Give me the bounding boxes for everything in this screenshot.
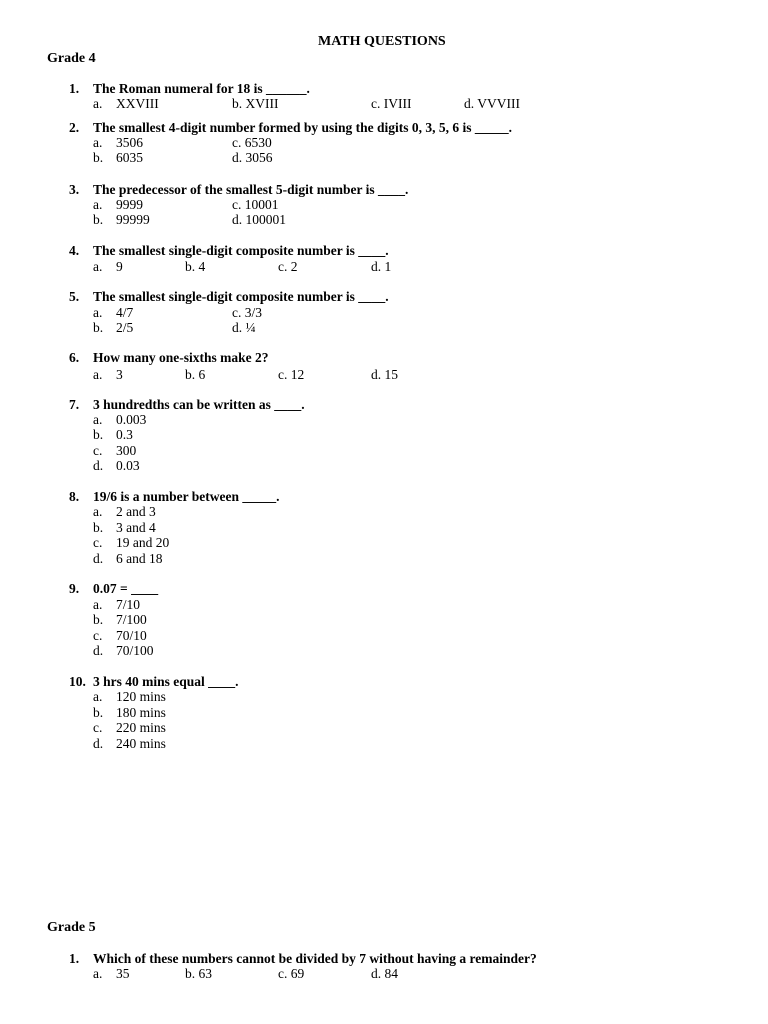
option-value: 180 mins (116, 705, 166, 720)
option-c: c. 10001 (232, 197, 279, 212)
question-text: The predecessor of the smallest 5-digit number is ____. (93, 182, 409, 197)
option-d: d. ¼ (232, 320, 256, 335)
option-letter: c. (93, 720, 103, 735)
option-letter: a. (93, 135, 103, 150)
option-letter: c. (93, 535, 103, 550)
option-letter: b. (93, 705, 104, 720)
option-letter: a. (93, 96, 103, 111)
question-number: 8. (69, 489, 80, 504)
question-number: 2. (69, 120, 80, 135)
option-letter: d. (93, 458, 104, 473)
option-letter: d. (93, 643, 104, 658)
question-text: How many one-sixths make 2? (93, 350, 269, 365)
option-letter: c. (93, 628, 103, 643)
question-number: 6. (69, 350, 80, 365)
option-b: b. 6 (185, 367, 206, 382)
option-letter: b. (93, 212, 104, 227)
option-value: 6 and 18 (116, 551, 163, 566)
option-value: 9 (116, 259, 123, 274)
question-text: Which of these numbers cannot be divided by 7 without having a remainder? (93, 951, 537, 966)
grade4-heading: Grade 4 (47, 51, 96, 66)
option-b: b. 4 (185, 259, 206, 274)
question-text: The smallest single-digit composite number is ____. (93, 289, 389, 304)
option-letter: a. (93, 197, 103, 212)
question-text: 19/6 is a number between _____. (93, 489, 280, 504)
option-letter: a. (93, 504, 103, 519)
option-letter: a. (93, 305, 103, 320)
question-text: The Roman numeral for 18 is ______. (93, 81, 310, 96)
option-value: 3 (116, 367, 123, 382)
option-value: 70/100 (116, 643, 154, 658)
question-number: 9. (69, 581, 80, 596)
option-value: XXVIII (116, 96, 159, 111)
option-letter: a. (93, 966, 103, 981)
option-letter: b. (93, 320, 104, 335)
option-value: 3 and 4 (116, 520, 156, 535)
option-b: b. XVIII (232, 96, 279, 111)
option-letter: d. (93, 736, 104, 751)
option-value: 35 (116, 966, 130, 981)
option-b: b. 63 (185, 966, 212, 981)
option-d: d. 15 (371, 367, 398, 382)
page-title: MATH QUESTIONS (318, 34, 446, 49)
option-value: 0.03 (116, 458, 140, 473)
option-d: d. 84 (371, 966, 398, 981)
option-letter: d. (93, 551, 104, 566)
option-value: 300 (116, 443, 137, 458)
option-c: c. 3/3 (232, 305, 262, 320)
option-value: 70/10 (116, 628, 147, 643)
option-letter: a. (93, 597, 103, 612)
question-number: 1. (69, 951, 80, 966)
question-text: 0.07 = ____ (93, 581, 159, 596)
option-letter: a. (93, 412, 103, 427)
option-c: c. 2 (278, 259, 298, 274)
question-text: 3 hundredths can be written as ____. (93, 397, 305, 412)
question-number: 4. (69, 243, 80, 258)
option-value: 4/7 (116, 305, 134, 320)
option-value: 2 and 3 (116, 504, 156, 519)
option-d: d. VVVIII (464, 96, 520, 111)
option-letter: b. (93, 427, 104, 442)
option-letter: a. (93, 367, 103, 382)
option-value: 7/10 (116, 597, 141, 612)
option-letter: a. (93, 259, 103, 274)
option-value: 2/5 (116, 320, 134, 335)
option-c: c. 12 (278, 367, 305, 382)
option-value: 0.3 (116, 427, 133, 442)
option-letter: b. (93, 520, 104, 535)
option-c: c. IVIII (371, 96, 412, 111)
option-d: d. 1 (371, 259, 392, 274)
question-number: 1. (69, 81, 80, 96)
option-d: d. 3056 (232, 150, 273, 165)
question-number: 5. (69, 289, 80, 304)
option-letter: c. (93, 443, 103, 458)
grade5-heading: Grade 5 (47, 920, 96, 935)
question-text: The smallest single-digit composite number is ____. (93, 243, 389, 258)
option-c: c. 69 (278, 966, 305, 981)
question-number: 3. (69, 182, 80, 197)
option-letter: b. (93, 150, 104, 165)
question-number: 7. (69, 397, 80, 412)
option-letter: a. (93, 689, 103, 704)
option-value: 3506 (116, 135, 143, 150)
option-value: 240 mins (116, 736, 166, 751)
question-text: 3 hrs 40 mins equal ____. (93, 674, 239, 689)
option-value: 120 mins (116, 689, 166, 704)
option-value: 19 and 20 (116, 535, 170, 550)
option-value: 99999 (116, 212, 150, 227)
option-value: 6035 (116, 150, 143, 165)
question-number: 10. (69, 674, 86, 689)
question-text: The smallest 4-digit number formed by using the digits 0, 3, 5, 6 is _____. (93, 120, 513, 135)
option-value: 9999 (116, 197, 143, 212)
option-value: 7/100 (116, 612, 147, 627)
option-c: c. 6530 (232, 135, 272, 150)
option-d: d. 100001 (232, 212, 286, 227)
option-letter: b. (93, 612, 104, 627)
option-value: 0.003 (116, 412, 147, 427)
option-value: 220 mins (116, 720, 166, 735)
